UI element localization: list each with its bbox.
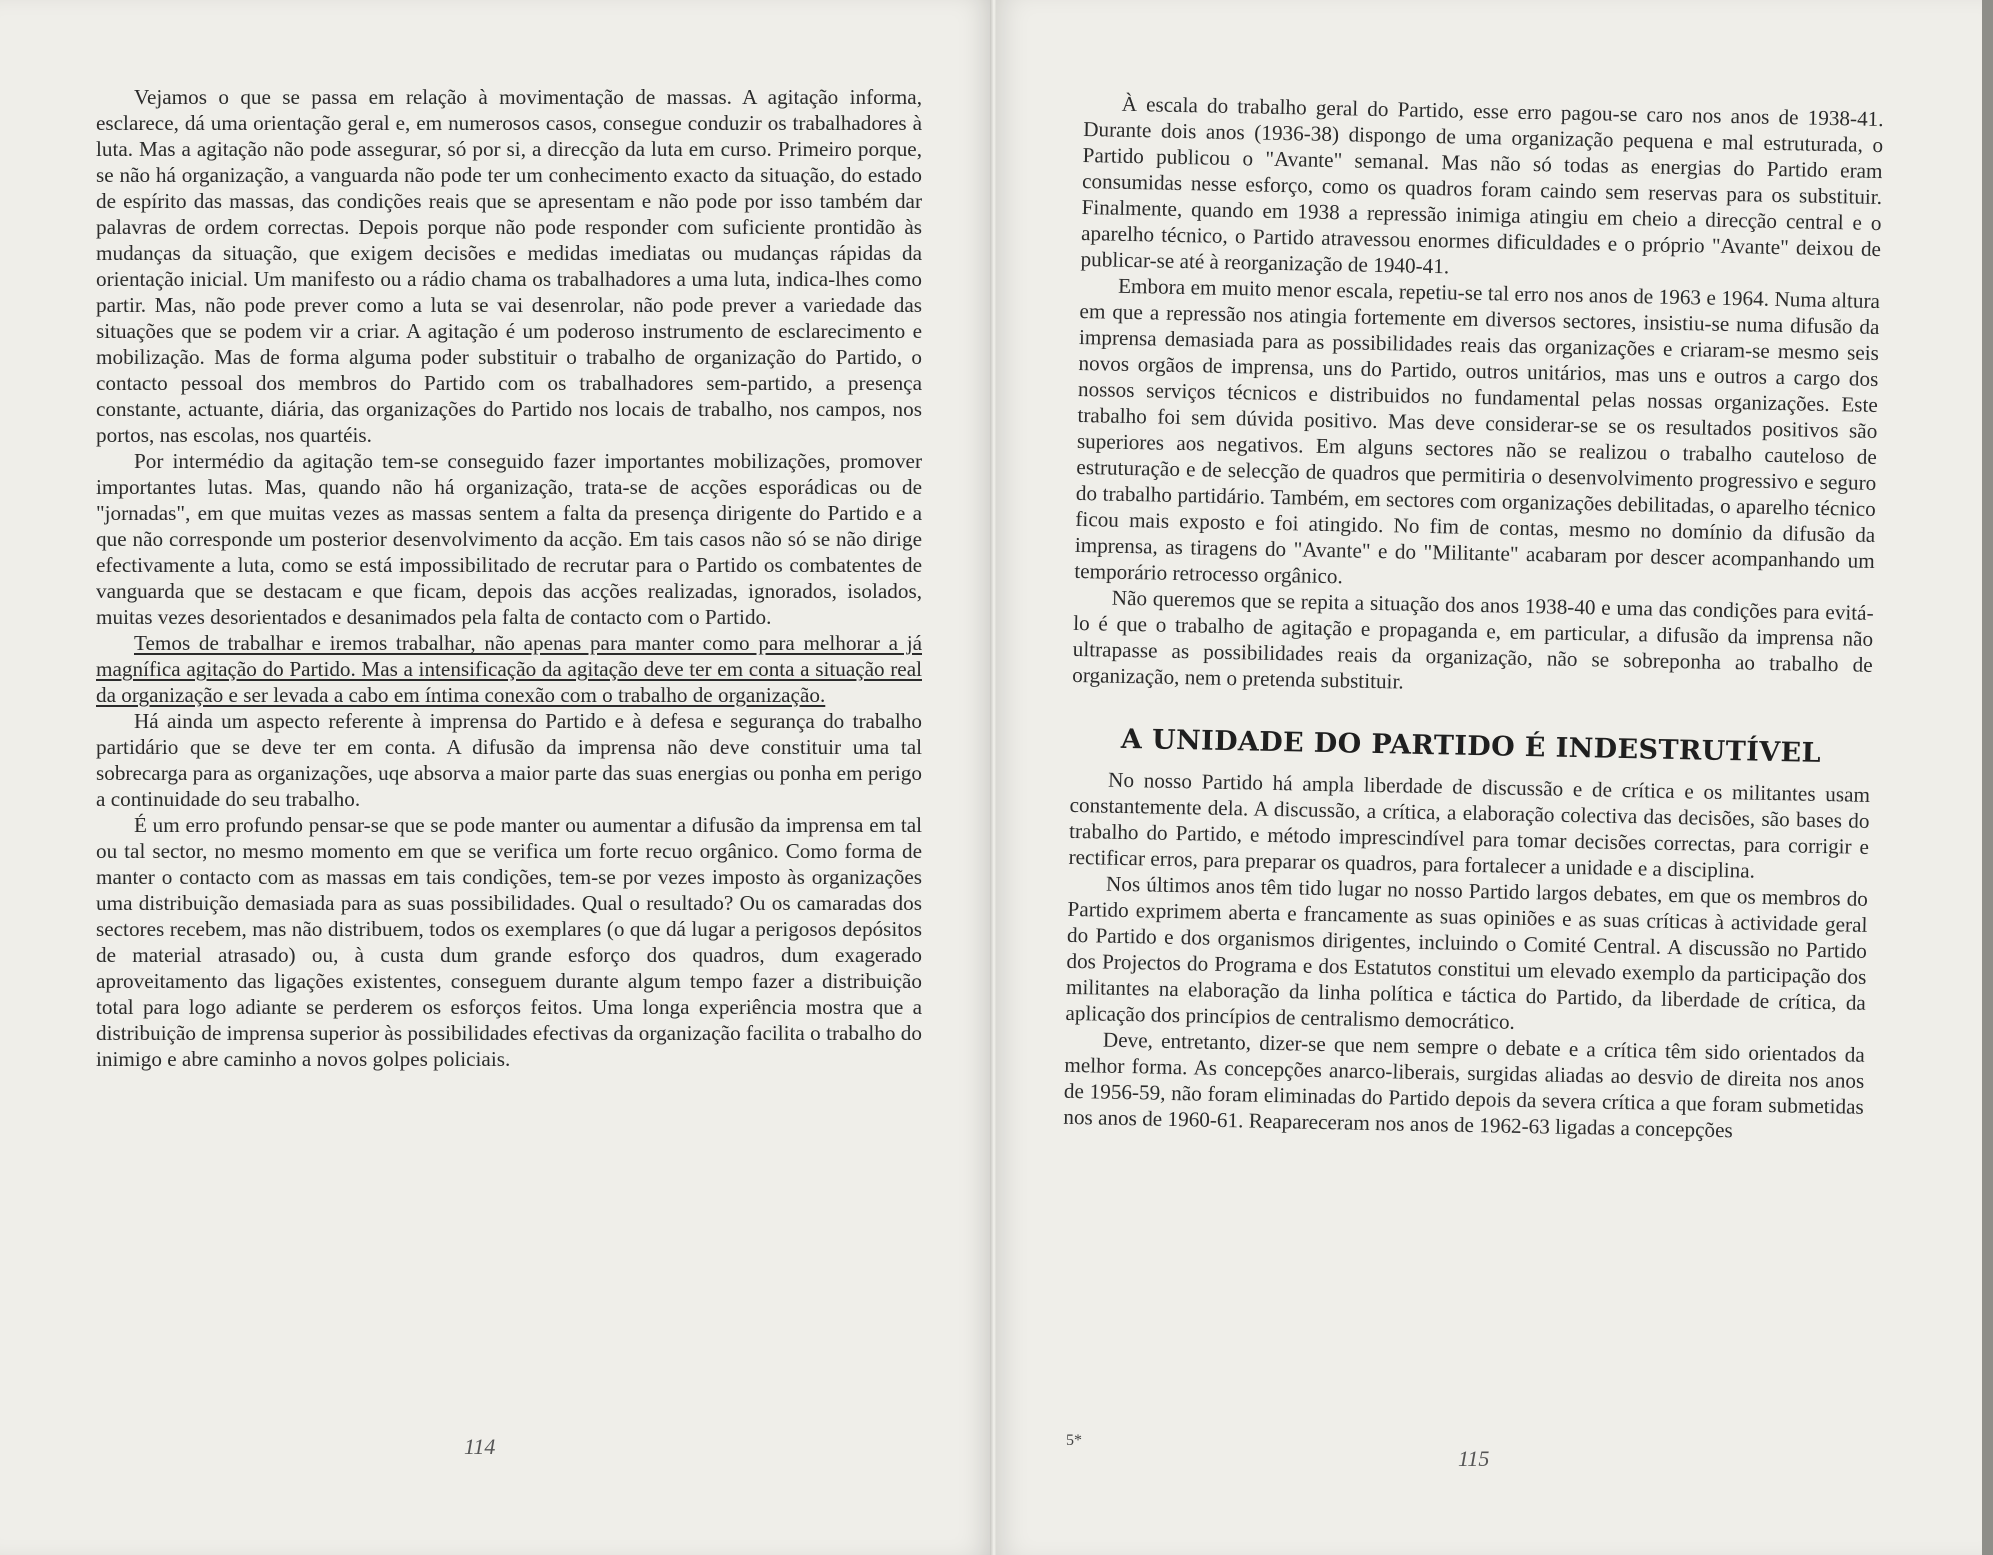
paragraph: Embora em muito menor escala, repetiu-se tal erro nos anos de 1963 e 1964. Numa altura em que a repressão nos atingia fortemente em diversos sectores, insistiu-se numa difusão da imprensa demasiada para as possibilidades reais das organizações e criaram-se mesmo seis novos orgãos de imprensa, uns do Partido, outros unitários, mas uns e outros a cargo dos nossos serviços técnicos e distribuidos no fundamental pelas nossas organizações. Este trabalho foi sem dúvida positivo. Mas deve considerar-se se os resultados positivos são superiores aos negativos. Em alguns sectores não se realizou o trabalho cauteloso de estruturação e de selecção de quadros que permitiria o desenvolvimento progressivo e seguro do trabalho partidário. Também, em sectores com organizações debilitadas, o aparelho técnico ficou mais exposto e foi atingido. No fim de contas, mesmo no domínio da difusão da imprensa, as tiragens do "Avante" e do "Militante" acabaram por descer acompanhando um temporário retrocesso orgânico. <box>1074 273 1881 589</box>
paragraph: Nos últimos anos têm tido lugar no nosso Partido largos debates, em que os membros do Partido exprimem aberta e francamente as suas opiniões e as suas críticas à actividade geral do Partido e dos organismos dirigentes, incluindo o Comité Central. A discussão no Partido dos Projectos do Programa e dos Estatutos constitui um elevado exemplo da participação dos militantes na elaboração da linha política e táctica do Partido, da liberdade de crítica, da aplicação dos princípios de centralismo democrático. <box>1065 871 1869 1034</box>
paragraph: No nosso Partido há ampla liberdade de discussão e de crítica e os militantes usam constantemente dela. A discussão, a crítica, a elaboração colectiva das decisões, são bases do trabalho do Partido, e método imprescindível para tomar decisões correctas, para corrigir e rectificar erros, para preparar os quadros, para fortalecer a unidade e a disciplina. <box>1068 767 1871 883</box>
paragraph: Há ainda um aspecto referente à imprensa do Partido e à defesa e segurança do trabalho partidário que se deve ter em conta. A difusão da imprensa não deve constituir uma tal sobrecarga para as organizações, uqe absorva a maior parte das suas energias ou ponha em perigo a continuidade do seu trabalho. <box>96 709 922 811</box>
paragraph: É um erro profundo pensar-se que se pode manter ou aumentar a difusão da imprensa em tal ou tal sector, no mesmo momento em que se verifica um forte recuo orgânico. Como forma de manter o contacto com as massas em tais condições, tem-se por vezes imposto às organizações uma distribuição demasiada para as suas possibilidades. Qual o resultado? Ou os camaradas dos sectores recebem, mas não distribuem, todos os exemplares (o que dá lugar a perigosos depósitos de material atrasado) ou, à custa dum grande esforço dos quadros, dum exagerado aproveitamento das ligações existentes, conseguem durante algum tempo fazer a distribuição total para logo adiante se perderem os esforços feitos. Uma longa experiência mostra que a distribuição de imprensa superior às possibilidades efectivas da organização facilita o trabalho do inimigo e abre caminho a novos golpes policiais. <box>96 813 922 1071</box>
paragraph: Não queremos que se repita a situação dos anos 1938-40 e uma das condições para evitá-lo é que o trabalho de agitação e propaganda e, em particular, a difusão da imprensa não ultrapasse as possibilidades reais da organização, não se sobreponha ao trabalho de organização, nem o pretenda substituir. <box>1072 585 1874 694</box>
paragraph: Deve, entretanto, dizer-se que nem sempre o debate e a crítica têm sido orientados da melhor forma. As concepções anarco-liberais, surgidas aliadas ao desvio de direita nos anos de 1956-59, não foram eliminadas do Partido depois da severa crítica a que foram submetidas nos anos de 1960-61. Reapareceram nos anos de 1962-63 ligadas a concepções <box>1063 1027 1866 1143</box>
section-heading: A UNIDADE DO PARTIDO É INDESTRUTÍVEL <box>1120 723 1822 769</box>
underlined-paragraph: Temos de trabalhar e iremos trabalhar, não apenas para manter como para melhorar a já magnífica agitação do Partido. Mas a intensificação da agitação deve ter em conta a situação real da organização e ser levada a cabo em íntima conexão com o trabalho de organização. <box>96 631 922 707</box>
left-page <box>0 0 992 1555</box>
page-number: 114 <box>464 1434 496 1459</box>
signature-mark: 5* <box>1066 1432 1082 1449</box>
right-book-edge <box>1982 0 1993 1555</box>
page-number: 115 <box>1458 1446 1490 1471</box>
paragraph: Vejamos o que se passa em relação à movimentação de massas. A agitação informa, esclarece, dá uma orientação geral e, em numerosos casos, consegue conduzir os trabalhadores à luta. Mas a agitação não pode assegurar, só por si, a direcção da luta em curso. Primeiro porque, se não há organização, a vanguarda não pode ter um conhecimento exacto da situação, do estado de espírito das massas, das condições reais que se apresentam e não pode por isso também dar palavras de ordem correctas. Depois porque não pode responder com suficiente prontidão às mudanças da situação, que exigem decisões e medidas imediatas ou mudanças rápidas da orientação inicial. Um manifesto ou a rádio chama os trabalhadores a uma luta, indica-lhes como partir. Mas, não pode prever como a luta se vai desenrolar, não pode prever a variedade das situações que se podem vir a criar. A agitação é um poderoso instrumento de esclarecimento e mobilização. Mas de forma alguma poder substituir o trabalho de organização do Partido, o contacto pessoal dos membros do Partido com os trabalhadores sem-partido, a presença constante, actuante, diária, das organizações do Partido nos locais de trabalho, nos campos, nos portos, nas escolas, nos quartéis. <box>96 85 922 447</box>
right-page <box>996 0 1982 1555</box>
paragraph: Por intermédio da agitação tem-se conseguido fazer importantes mobilizações, promover importantes lutas. Mas, quando não há organização, trata-se de acções esporádicas ou de "jornadas", em que muitas vezes as massas sentem a falta da presença dirigente do Partido e a que não corresponde um posterior desenvolvimento da acção. Em tais casos não só se não dirige efectivamente a luta, como se está impossibilitado de recrutar para o Partido os combatentes de vanguarda que se destacam e que ficam, depois das acções realizadas, ignorados, isolados, muitas vezes desorientados e desanimados pela falta de contacto com o Partido. <box>96 449 922 629</box>
left-text-column <box>96 84 922 1072</box>
right-text-column <box>1063 90 1884 1146</box>
paragraph: À escala do trabalho geral do Partido, esse erro pagou-se caro nos anos de 1938-41. Durante dois anos (1936-38) dispongo de uma organização pequena e mal estruturada, o Partido publicou o "Avante" semanal. Mas não só todas as energias do Partido eram consumidas nesse esforço, como os quadros foram caindo sem reservas para os substituir. Finalmente, quando em 1938 a repressão inimiga atingiu em cheio a direcção central e o aparelho técnico, o Partido atravessou enormes dificuldades e o próprio "Avante" deixou de publicar-se até à reorganização de 1940-41. <box>1080 91 1884 279</box>
